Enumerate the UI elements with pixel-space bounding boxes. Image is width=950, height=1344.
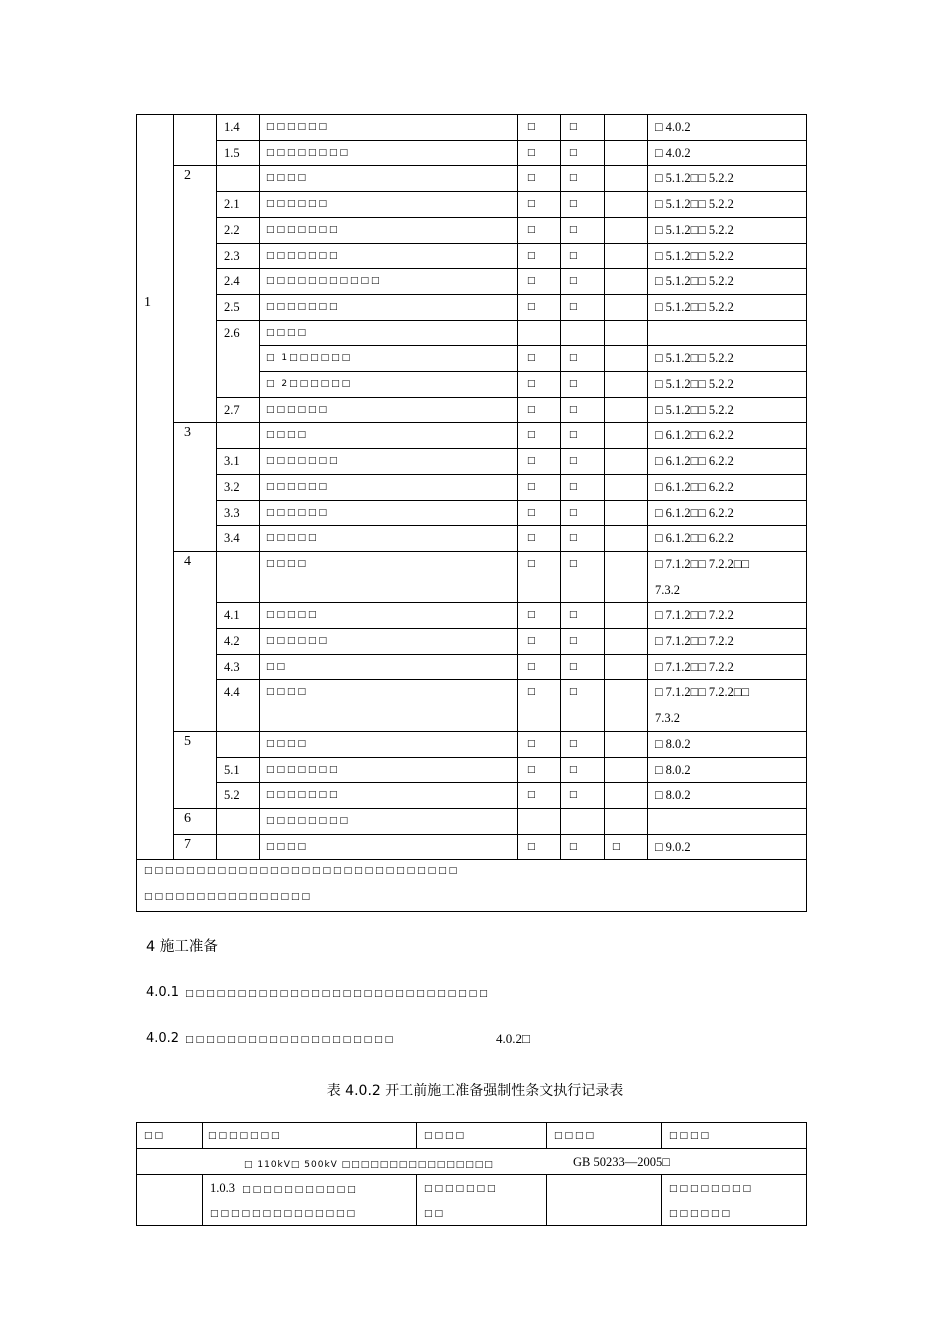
- item-name: □□□□: [266, 327, 309, 338]
- clause-reference: □ 7.1.2□□ 7.2.2□□: [655, 556, 750, 571]
- table-row: [136, 679, 807, 730]
- clause-reference: □ 4.0.2: [655, 120, 691, 134]
- table-row: [136, 602, 807, 628]
- mark-col-2: □: [569, 122, 578, 132]
- mark-col-3: □: [612, 841, 621, 852]
- mark-col-1: □: [527, 379, 536, 389]
- mark-col-2: □: [569, 636, 578, 646]
- clause-reference: □ 7.1.2□□ 7.2.2: [655, 608, 734, 623]
- item-name: □□□□: [266, 687, 309, 698]
- clause-reference: □ 7.1.2□□ 7.2.2□□: [655, 685, 750, 700]
- clause-reference: □ 6.1.2□□ 6.2.2: [655, 428, 734, 443]
- item-number: 2.2: [224, 222, 240, 237]
- table-row: [136, 808, 807, 834]
- mark-col-1: □: [527, 147, 536, 158]
- mark-col-2: □: [569, 507, 578, 518]
- item-number: 4.4: [224, 685, 240, 700]
- table-note-line-2: □□□□□□□□□□□□□□□□: [144, 892, 313, 902]
- table-row: [136, 782, 807, 808]
- clause-reference: □ 6.1.2□□ 6.2.2: [655, 454, 734, 469]
- mark-col-2: □: [569, 764, 578, 775]
- item-number: 3.1: [224, 454, 240, 469]
- table-row: [136, 525, 807, 551]
- table-row: [136, 654, 807, 680]
- main-item-number: 1: [144, 295, 151, 310]
- mark-col-1: □: [527, 122, 536, 132]
- mark-col-2: □: [569, 379, 578, 389]
- mark-col-2: □: [569, 841, 578, 852]
- mark-col-1: □: [527, 841, 536, 852]
- table-row: [136, 114, 807, 140]
- clause-text: □□□□□□□□□□□□□□□□□□□□□□□□□□□□□: [185, 989, 490, 999]
- table-note-line-1: □□□□□□□□□□□□□□□□□□□□□□□□□□□□□□: [144, 866, 460, 876]
- table-row: [136, 422, 807, 448]
- mark-col-2: □: [569, 558, 578, 569]
- group-number: 4: [184, 553, 191, 569]
- mark-col-1: □: [527, 738, 536, 749]
- item-number: 3.2: [224, 479, 240, 494]
- item-name: □□□□□□□: [266, 301, 340, 312]
- item-name: □□□□□□: [266, 404, 330, 415]
- item-number: [224, 731, 264, 757]
- table-row: [136, 217, 807, 243]
- mark-col-1: □: [527, 636, 536, 646]
- remarks-line-2: □□□□□□: [669, 1209, 733, 1219]
- item-number: [224, 551, 264, 577]
- remarks-line-1: □□□□□□□□: [669, 1184, 754, 1194]
- item-number: [224, 808, 264, 834]
- table-row: [136, 551, 807, 602]
- mark-col-1: □: [527, 558, 536, 569]
- item-name: □□□□□□□: [266, 250, 340, 261]
- section-heading: 4 施工准备: [146, 939, 218, 955]
- mark-col-1: □: [527, 404, 536, 415]
- item-name: □□□□□□□: [266, 456, 340, 467]
- item-name: □□□□□□□: [266, 764, 340, 775]
- clause-reference: □ 6.1.2□□ 6.2.2: [655, 531, 734, 546]
- construction-record-table: [136, 114, 807, 911]
- mark-col-1: □: [527, 533, 536, 544]
- item-number: 4.2: [224, 634, 240, 648]
- header-method: □□□□: [424, 1131, 467, 1141]
- clause-reference: □ 5.1.2□□ 5.2.2: [655, 171, 734, 186]
- item-number: [224, 371, 264, 397]
- item-name: □□□□: [266, 841, 309, 852]
- item-name: □□□□□□: [266, 481, 330, 492]
- item-name: □□□□: [266, 430, 309, 441]
- item-number: 3.3: [224, 505, 240, 520]
- clause-text: □□□□□□□□□□□□□□□□□□□□: [185, 1035, 396, 1045]
- item-number: 4.3: [224, 659, 240, 674]
- item-name: □□□□□: [266, 533, 319, 544]
- item-name: □□□□□□: [266, 507, 330, 518]
- item-number: [224, 165, 264, 191]
- item-name: □□□□□□: [266, 199, 330, 210]
- header-remarks: □□□□: [669, 1131, 712, 1141]
- item-name: □□□□□□□□: [266, 147, 351, 158]
- clause-reference: □ 5.1.2□□ 5.2.2: [655, 222, 734, 237]
- mark-col-1: □: [527, 507, 536, 518]
- table-row: [136, 757, 807, 783]
- item-number: 1.5: [224, 145, 240, 160]
- mark-col-1: □: [527, 353, 536, 364]
- item-name: □□□□□□□: [266, 790, 340, 801]
- mark-col-1: □: [527, 276, 536, 287]
- clause-reference: □ 8.0.2: [655, 762, 691, 777]
- method-line-2: □□: [424, 1209, 446, 1219]
- mark-col-2: □: [569, 173, 578, 184]
- header-clause: □□□□□□□: [208, 1131, 282, 1141]
- item-number: 2.6: [224, 325, 240, 340]
- mark-col-2: □: [569, 147, 578, 158]
- clause-reference: □ 5.1.2□□ 5.2.2: [655, 274, 734, 289]
- item-name: □ 1□□□□□□: [266, 353, 353, 364]
- table-row: [136, 628, 807, 654]
- clause-number: 4.0.1: [146, 985, 180, 1000]
- mark-col-2: □: [569, 610, 578, 621]
- table-row: [136, 294, 807, 320]
- mark-col-2: □: [569, 250, 578, 261]
- table-row: [136, 320, 807, 346]
- item-number: 2.1: [224, 197, 240, 212]
- clause-number: 4.0.2: [146, 1031, 180, 1046]
- item-number: 2.7: [224, 402, 240, 417]
- clause-reference: □ 5.1.2□□ 5.2.2: [655, 197, 734, 212]
- mark-col-1: □: [527, 764, 536, 775]
- mark-col-1: □: [527, 790, 536, 801]
- clause-reference: □ 5.1.2□□ 5.2.2: [655, 402, 734, 417]
- item-number: [224, 422, 264, 448]
- mark-col-1: □: [527, 687, 536, 698]
- item-name: □□□□: [266, 558, 309, 569]
- item-number: 2.3: [224, 248, 240, 263]
- mark-col-2: □: [569, 430, 578, 441]
- item-number: [224, 345, 264, 371]
- clause-reference: □ 8.0.2: [655, 788, 691, 803]
- item-name: □□□□□□□□□□□: [266, 276, 382, 287]
- item-name: □ 2□□□□□□: [266, 379, 353, 389]
- table-row: [136, 268, 807, 294]
- mark-col-2: □: [569, 276, 578, 287]
- table-row: [136, 165, 807, 191]
- mark-col-2: □: [569, 661, 578, 672]
- header-status: □□□□: [554, 1131, 597, 1141]
- clause-text-line-2: □□□□□□□□□□□□□□: [210, 1209, 358, 1219]
- mark-col-2: □: [569, 301, 578, 312]
- group-number: 2: [184, 168, 191, 184]
- clause-reference-cont: 7.3.2: [655, 582, 680, 597]
- paragraph-4-0-2: [146, 1031, 395, 1046]
- item-number: 2.4: [224, 274, 240, 289]
- item-name: □□□□□□□: [266, 224, 340, 235]
- table-row: [136, 345, 807, 371]
- item-name: □□□□□□: [266, 636, 330, 646]
- mark-col-1: □: [527, 250, 536, 261]
- mark-col-1: □: [527, 481, 536, 492]
- clause-reference: [655, 808, 805, 834]
- mark-col-2: □: [569, 353, 578, 364]
- paragraph-4-0-1: [146, 985, 490, 1000]
- clause-reference: □ 9.0.2: [655, 839, 691, 854]
- group-number: 3: [184, 425, 191, 441]
- table-row: [136, 140, 807, 166]
- item-number: 5.2: [224, 788, 240, 803]
- table-row: [136, 243, 807, 269]
- header-serial: □□: [144, 1131, 166, 1141]
- mark-col-1: □: [527, 199, 536, 210]
- clause-reference: □ 5.1.2□□ 5.2.2: [655, 299, 734, 314]
- clause-reference: □ 7.1.2□□ 7.2.2: [655, 659, 734, 674]
- mark-col-2: □: [569, 687, 578, 698]
- mark-col-2: □: [569, 199, 578, 210]
- mark-col-2: □: [569, 481, 578, 492]
- item-number: 2.5: [224, 299, 240, 314]
- table-row: [136, 500, 807, 526]
- item-name: □□□□□□□□: [266, 815, 351, 826]
- mark-col-2: □: [569, 738, 578, 749]
- table-caption: 表 4.0.2 开工前施工准备强制性条文执行记录表: [326, 1083, 624, 1099]
- table-reference: 4.0.2□: [496, 1031, 530, 1046]
- clause-reference: □ 8.0.2: [655, 736, 691, 751]
- mark-col-1: □: [527, 456, 536, 467]
- clause-reference: □ 5.1.2□□ 5.2.2: [655, 248, 734, 263]
- clause-number: 1.0.3 □□□□□□□□□□□: [210, 1181, 358, 1195]
- item-name: □□□□: [266, 738, 309, 749]
- clause-reference: □ 7.1.2□□ 7.2.2: [655, 634, 734, 648]
- table-row: [136, 731, 807, 757]
- clause-reference: □ 6.1.2□□ 6.2.2: [655, 505, 734, 520]
- clause-reference: □ 6.1.2□□ 6.2.2: [655, 479, 734, 494]
- mark-col-1: □: [527, 173, 536, 184]
- item-number: 1.4: [224, 120, 240, 134]
- table-row: [136, 448, 807, 474]
- mark-col-2: □: [569, 404, 578, 415]
- clause-reference: □ 5.1.2□□ 5.2.2: [655, 351, 734, 366]
- mark-col-2: □: [569, 533, 578, 544]
- mandatory-clause-record-table: [136, 1122, 807, 1225]
- clause-reference: [655, 320, 805, 346]
- table-row: [136, 474, 807, 500]
- mark-col-1: □: [527, 430, 536, 441]
- item-number: 5.1: [224, 762, 240, 777]
- table-row: [136, 371, 807, 397]
- mark-col-2: □: [569, 224, 578, 235]
- mark-col-2: □: [569, 790, 578, 801]
- table-row: [136, 191, 807, 217]
- group-number: 5: [184, 733, 191, 749]
- standard-title: □ 110kV□ 500kV □□□□□□□□□□□□□□□□: [244, 1160, 494, 1170]
- standard-code: GB 50233—2005□: [573, 1155, 670, 1169]
- mark-col-1: □: [527, 610, 536, 621]
- clause-reference: □ 4.0.2: [655, 145, 691, 160]
- mark-col-2: □: [569, 456, 578, 467]
- mark-col-1: □: [527, 301, 536, 312]
- mark-col-1: □: [527, 224, 536, 235]
- table-row: [136, 834, 807, 860]
- clause-reference: □ 5.1.2□□ 5.2.2: [655, 377, 734, 391]
- item-number: [224, 834, 264, 860]
- item-number: 4.1: [224, 608, 240, 623]
- table-row: [136, 397, 807, 423]
- group-number: 7: [184, 836, 191, 852]
- item-name: □□□□□□: [266, 122, 330, 132]
- item-name: □□: [266, 661, 288, 672]
- group-number: 6: [184, 810, 191, 826]
- item-name: □□□□□: [266, 610, 319, 621]
- method-line-1: □□□□□□□: [424, 1184, 498, 1194]
- item-number: 3.4: [224, 531, 240, 546]
- mark-col-1: □: [527, 661, 536, 672]
- item-name: □□□□: [266, 173, 309, 184]
- clause-reference-cont: 7.3.2: [655, 711, 680, 726]
